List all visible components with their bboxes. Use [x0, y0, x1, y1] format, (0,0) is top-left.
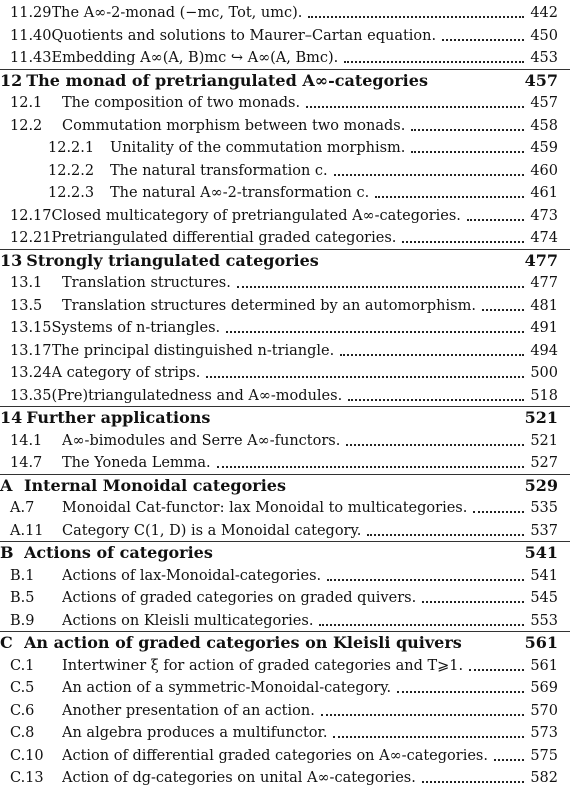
- toc-entry-page: 481: [530, 297, 558, 314]
- toc-entry-title: Translation structures determined by an automorphism.: [62, 297, 476, 314]
- toc-entry-page: 457: [524, 70, 558, 90]
- toc-entry-title: The natural A∞-2-transformation c.: [110, 185, 370, 201]
- toc-entry-number: 13.35: [10, 387, 52, 404]
- toc-entry-title: Actions of graded categories on graded quivers.: [62, 590, 417, 606]
- toc-entry-page: 477: [524, 250, 558, 270]
- toc-entry-page: 474: [530, 230, 558, 246]
- toc-entry-number: 13.17: [10, 342, 52, 359]
- toc-entry-number: 11.43: [10, 50, 52, 66]
- toc-entry-number: 14: [0, 408, 23, 427]
- toc-entry-number: 12.2.1: [48, 140, 95, 156]
- toc-entry-number: 12.21: [10, 230, 52, 246]
- toc-entry-number: 12.2.2: [48, 162, 95, 179]
- toc-entry-number: B: [0, 543, 14, 562]
- toc-entry-title: Actions on Kleisli multicategories.: [62, 612, 314, 629]
- toc-entry-number: 13: [0, 250, 23, 270]
- toc-entry-title: Systems of n-triangles.: [51, 320, 221, 336]
- chapter-divider: [0, 69, 570, 70]
- toc-entry-page: 541: [530, 567, 558, 584]
- toc-entry-page: 545: [530, 590, 558, 606]
- toc-entry-page: 537: [530, 522, 558, 539]
- toc-entry-title: Unitality of the commutation morphism.: [110, 140, 406, 156]
- toc-entry-title: Monoidal Cat-functor: lax Monoidal to multicategories.: [62, 500, 468, 516]
- toc-entry-number: B.1: [10, 567, 35, 584]
- toc-entry-title: Internal Monoidal categories: [24, 476, 286, 495]
- toc-entry-number: C.6: [10, 702, 35, 719]
- toc-entry-number: C.1: [10, 657, 35, 674]
- toc-entry-page: 473: [530, 207, 558, 224]
- toc-entry-page: 582: [530, 770, 558, 786]
- toc-entry-title: An action of graded categories on Kleisli quivers: [24, 634, 462, 652]
- chapter-divider: [0, 406, 570, 407]
- toc-entry-page: 573: [530, 725, 558, 741]
- toc-entry-page: 527: [530, 455, 558, 471]
- toc-entry-page: 494: [530, 342, 558, 359]
- toc-entry-number: 14.7: [10, 455, 43, 471]
- toc-entry-title: The natural transformation c.: [110, 162, 328, 179]
- chapter-divider: [0, 249, 570, 250]
- toc-entry-page: 529: [524, 475, 558, 495]
- toc-entry-title: Actions of lax-Monoidal-categories.: [62, 567, 322, 584]
- toc-entry-page: 561: [524, 633, 558, 652]
- toc-entry-title: Pretriangulated differential graded categories.: [51, 230, 397, 246]
- toc-entry[interactable]: [0, 761, 570, 787]
- toc-entry-page: 460: [530, 162, 558, 179]
- toc-entry-page: 553: [530, 612, 558, 629]
- toc-entry-title: The principal distinguished n-triangle.: [51, 342, 335, 359]
- toc-entry-number: C.8: [10, 725, 35, 741]
- toc-entry-title: Action of dg-categories on unital A∞-categories.: [62, 770, 416, 786]
- toc-entry-page: 535: [530, 500, 558, 516]
- toc-entry-title: Embedding A∞(A, B)mc ↪ A∞(A, Bmc).: [51, 50, 339, 66]
- toc-entry-title: Quotients and solutions to Maurer–Cartan equation.: [51, 27, 437, 44]
- toc-entry-page: 570: [530, 702, 558, 719]
- toc-entry-page: 518: [530, 387, 558, 404]
- toc-entry-number: C: [0, 633, 13, 652]
- toc-entry-page: 461: [530, 185, 558, 201]
- toc-entry-number: 12: [0, 70, 23, 90]
- toc-entry-number: A.11: [10, 522, 44, 539]
- toc-entry-title: A category of strips.: [51, 365, 201, 381]
- toc-entry-page: 459: [530, 140, 558, 156]
- dot-leader: [422, 781, 524, 783]
- toc-entry-title: Strongly triangulated categories: [26, 251, 319, 270]
- toc-entry-number: B.9: [10, 612, 35, 629]
- toc-entry-title: Actions of categories: [24, 544, 213, 562]
- toc-entry-title: An algebra produces a multifunctor.: [62, 725, 328, 741]
- chapter-divider: [0, 631, 570, 632]
- toc-entry-page: 442: [530, 5, 558, 21]
- toc-entry-page: 561: [530, 657, 558, 674]
- toc-entry-number: C.5: [10, 680, 35, 696]
- toc-entry-page: 453: [530, 50, 558, 66]
- toc-entry-number: 12.1: [10, 95, 43, 111]
- toc-entry-number: B.5: [10, 590, 35, 606]
- toc-entry-title: Closed multicategory of pretriangulated A∞-categories.: [51, 207, 461, 224]
- toc-entry-page: 521: [530, 432, 558, 449]
- toc-entry-title: An action of a symmetric-Monoidal-category.: [62, 680, 392, 696]
- chapter-divider: [0, 474, 570, 475]
- toc-entry-title: The Yoneda Lemma.: [62, 455, 211, 471]
- toc-entry-number: 13.1: [10, 275, 43, 291]
- toc-entry-number: C.10: [10, 747, 44, 764]
- toc-entry-page: 491: [530, 320, 558, 336]
- toc-entry-page: 541: [524, 543, 558, 562]
- toc-entry-page: 477: [530, 275, 558, 291]
- toc-entry-number: 13.24: [10, 365, 52, 381]
- toc-entry-title: The composition of two monads.: [62, 95, 301, 111]
- toc-entry-title: A∞-bimodules and Serre A∞-functors.: [62, 432, 341, 449]
- toc-entry-page: 450: [530, 27, 558, 44]
- toc-entry-title: Another presentation of an action.: [62, 702, 315, 719]
- toc-entry-number: 13.5: [10, 297, 43, 314]
- toc-entry-title: Translation structures.: [62, 275, 231, 291]
- toc-entry-title: Commutation morphism between two monads.: [62, 117, 406, 134]
- toc-entry-page: 521: [524, 408, 558, 427]
- toc-entry-number: 11.40: [10, 27, 52, 44]
- toc-entry-title: Further applications: [26, 409, 211, 427]
- toc-entry-title: The A∞-2-monad (−mc, Tot, umc).: [51, 5, 303, 21]
- toc-entry-number: A: [0, 475, 13, 495]
- toc-entry-title: Action of differential graded categories on A∞-categories.: [62, 747, 488, 764]
- toc-entry-number: C.13: [10, 770, 44, 786]
- toc-entry-page: 575: [530, 747, 558, 764]
- toc-entry-page: 500: [530, 365, 558, 381]
- toc-entry-number: 14.1: [10, 432, 43, 449]
- toc-entry-number: 13.15: [10, 320, 52, 336]
- toc-entry-page: 569: [530, 680, 558, 696]
- toc-entry-page: 457: [530, 95, 558, 111]
- toc-entry-title: Category C(1, D) is a Monoidal category.: [62, 522, 362, 539]
- toc-entry-number: 12.2: [10, 117, 43, 134]
- toc-entry-number: A.7: [10, 500, 35, 516]
- toc-entry-title: The monad of pretriangulated A∞-categories: [26, 71, 428, 90]
- toc-entry-title: (Pre)triangulatedness and A∞-modules.: [51, 387, 343, 404]
- toc-entry-number: 12.17: [10, 207, 52, 224]
- chapter-divider: [0, 541, 570, 542]
- toc-entry-number: 11.29: [10, 5, 52, 21]
- toc-entry-title: Intertwiner ξ for action of graded categories and T⩾1.: [62, 657, 464, 674]
- toc-entry-number: 12.2.3: [48, 185, 95, 201]
- toc-entry-page: 458: [530, 117, 558, 134]
